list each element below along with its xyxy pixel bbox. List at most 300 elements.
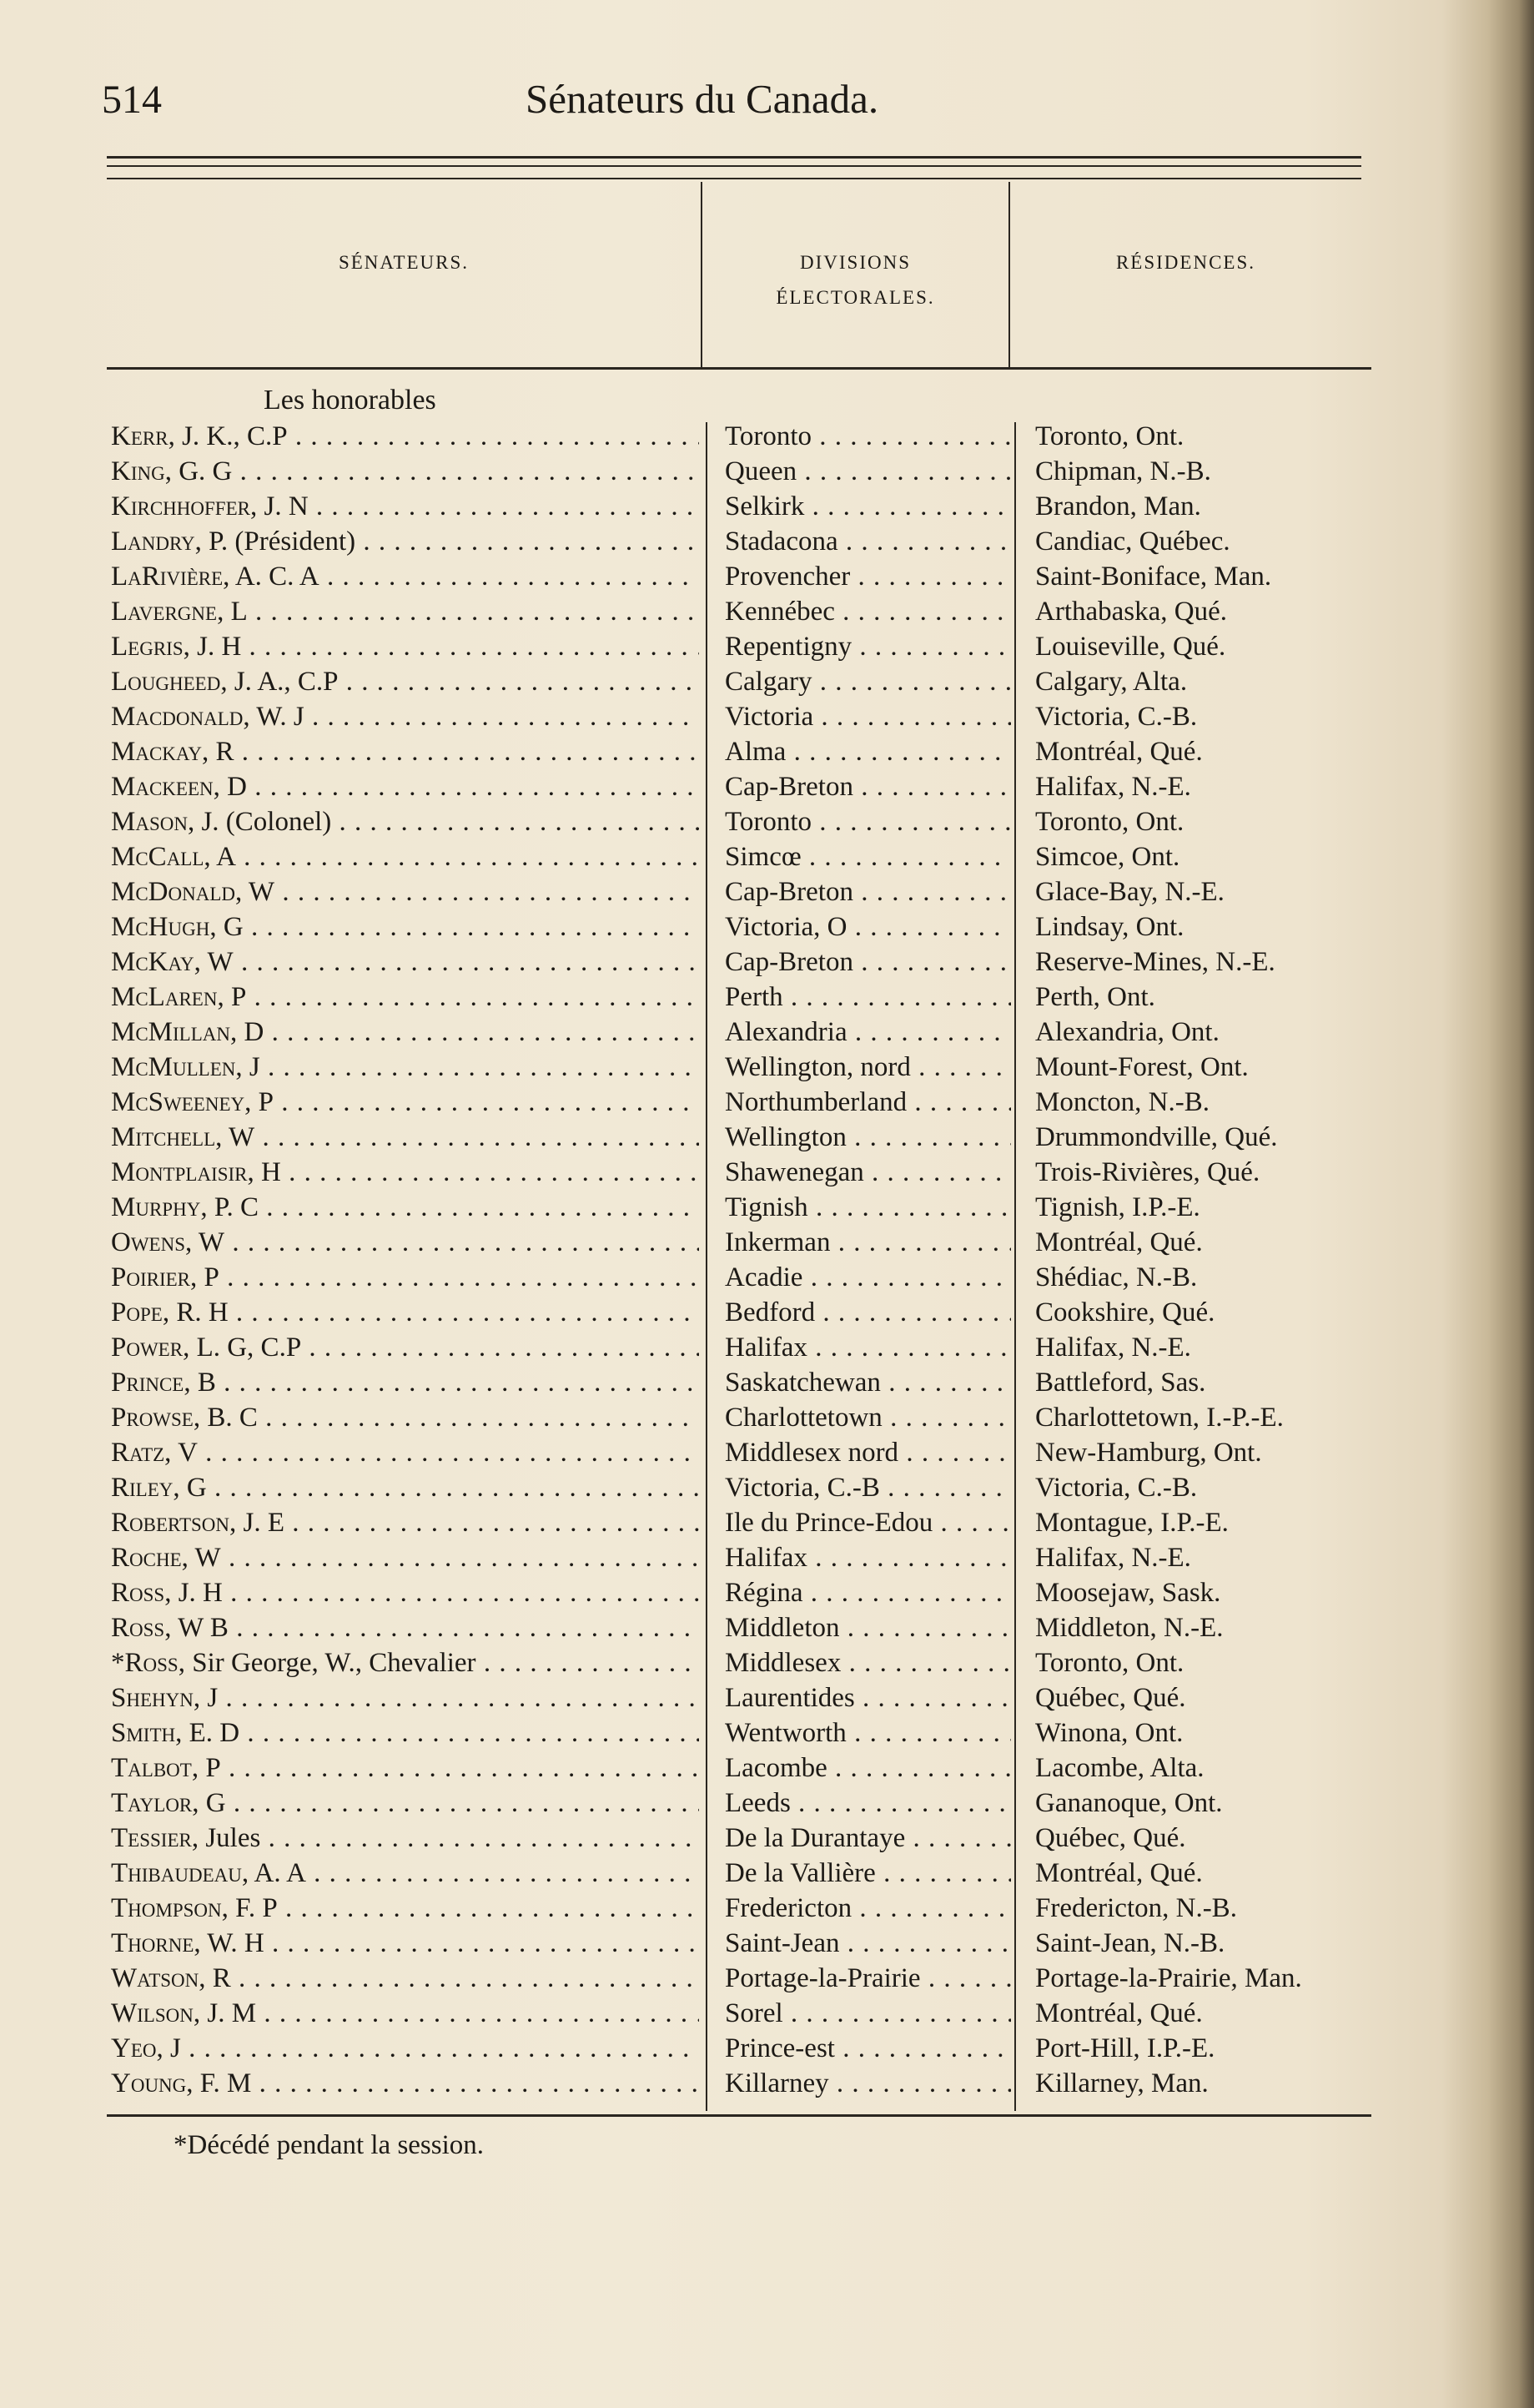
residence: Toronto, Ont. <box>1035 1648 1184 1678</box>
senator-initials: , D <box>213 772 247 802</box>
senator-surname: LaRivière <box>111 562 224 592</box>
column-header-senators: SÉNATEURS. <box>338 252 470 273</box>
senator-name <box>111 1330 699 1365</box>
table-row <box>0 874 1534 909</box>
senator-name <box>111 1400 699 1435</box>
residence: Moosejaw, Sask. <box>1035 1578 1221 1608</box>
residence: Tignish, I.P.-E. <box>1035 1192 1200 1222</box>
residence: Shédiac, N.-B. <box>1035 1262 1198 1292</box>
residence: Lacombe, Alta. <box>1035 1753 1205 1783</box>
table-row <box>0 1786 1534 1821</box>
senator-surname: McKay <box>111 947 194 977</box>
senator-surname: Ross <box>111 1613 165 1643</box>
table-row <box>0 1645 1534 1680</box>
senator-name <box>111 1996 699 2031</box>
senator-surname: McHugh <box>111 912 210 942</box>
residence: Candiac, Québec. <box>1035 526 1230 557</box>
senator-surname: Murphy <box>111 1192 201 1222</box>
division-text: Calgary <box>725 667 812 697</box>
senator-surname: Tessier <box>111 1823 192 1853</box>
residence: Victoria, C.-B. <box>1035 702 1198 732</box>
electoral-division <box>725 1190 1011 1225</box>
residence: Québec, Qué. <box>1035 1823 1186 1853</box>
residence: Portage-la-Prairie, Man. <box>1035 1963 1302 1993</box>
table-row <box>0 629 1534 664</box>
senator-name <box>111 1505 699 1540</box>
senator-initials: , V <box>164 1438 198 1468</box>
senator-initials: , J. (Colonel) <box>187 807 332 837</box>
electoral-division <box>725 1225 1011 1260</box>
residence: Moncton, N.-B. <box>1035 1087 1210 1117</box>
senator-surname: Smith <box>111 1718 176 1748</box>
senator-name <box>111 1295 699 1330</box>
table-row <box>0 1821 1534 1856</box>
senator-name <box>111 1575 699 1610</box>
division-text: Bedford <box>725 1297 816 1327</box>
residence: Gananoque, Ont. <box>1035 1788 1223 1818</box>
senator-name <box>111 1645 699 1680</box>
division-text: Wellington, nord <box>725 1052 911 1082</box>
column-header-divisions-1: DIVISIONS <box>800 252 911 273</box>
senator-surname: Prowse <box>111 1403 194 1433</box>
division-text: Sorel <box>725 1998 783 2028</box>
residence: Toronto, Ont. <box>1035 421 1184 451</box>
residence: Trois-Rivières, Qué. <box>1035 1157 1260 1187</box>
senator-surname: Young <box>111 2068 187 2098</box>
division-text: Perth <box>725 982 783 1012</box>
senator-name <box>111 1085 699 1120</box>
electoral-division <box>725 1751 1011 1786</box>
division-text: Middlesex <box>725 1648 842 1678</box>
table-row <box>0 1015 1534 1050</box>
electoral-division <box>725 1295 1011 1330</box>
senator-initials: , J. E <box>229 1508 285 1538</box>
senator-initials: , J <box>156 2033 181 2063</box>
electoral-division <box>725 1821 1011 1856</box>
senator-name <box>111 1365 699 1400</box>
table-row <box>0 1961 1534 1996</box>
electoral-division <box>725 769 1011 804</box>
table-row <box>0 1926 1534 1961</box>
residence: Saint-Boniface, Man. <box>1035 562 1272 592</box>
table-row <box>0 1715 1534 1751</box>
senator-name <box>111 804 699 839</box>
senator-initials: , R <box>199 1963 231 1993</box>
senator-surname: McDonald <box>111 877 236 907</box>
division-text: Simcœ <box>725 842 802 872</box>
senator-initials: , W <box>215 1122 255 1152</box>
senator-initials: , Jules <box>191 1823 261 1853</box>
table-row <box>0 1365 1534 1400</box>
footnote: *Décédé pendant la session. <box>174 2130 485 2160</box>
senator-initials: , R. H <box>162 1297 229 1327</box>
table-row <box>0 1295 1534 1330</box>
senator-name <box>111 489 699 524</box>
senator-name <box>111 1610 699 1645</box>
senator-surname: Ratz <box>111 1438 165 1468</box>
senator-surname: Wilson <box>111 1998 194 2028</box>
electoral-division <box>725 1260 1011 1295</box>
division-text: Selkirk <box>725 491 805 521</box>
division-text: Halifax <box>725 1332 807 1363</box>
senator-initials: , F. P <box>221 1893 278 1923</box>
senator-name <box>111 559 699 594</box>
senator-surname: Macdonald <box>111 702 244 732</box>
division-text: Cap-Breton <box>725 772 853 802</box>
division-text: Tignish <box>725 1192 808 1222</box>
senator-initials: , E. D <box>175 1718 240 1748</box>
table-row <box>0 699 1534 734</box>
header-rule-lower <box>107 178 1361 179</box>
electoral-division <box>725 2031 1011 2066</box>
table-row <box>0 1400 1534 1435</box>
electoral-division <box>725 1155 1011 1190</box>
senator-surname: Roche <box>111 1543 182 1573</box>
electoral-division <box>725 734 1011 769</box>
senator-name <box>111 1715 699 1751</box>
electoral-division <box>725 1996 1011 2031</box>
senator-name <box>111 945 699 980</box>
division-text: Shawenegan <box>725 1157 864 1187</box>
intro-text: Les honorables <box>264 385 436 416</box>
residence: Mount-Forest, Ont. <box>1035 1052 1249 1082</box>
senator-name <box>111 1155 699 1190</box>
table-row <box>0 489 1534 524</box>
senator-initials: , W. H <box>194 1928 264 1958</box>
senator-initials: , G <box>173 1473 207 1503</box>
division-text: Victoria <box>725 702 814 732</box>
senator-surname: Legris <box>111 632 184 662</box>
table-row <box>0 1891 1534 1926</box>
page-title: Sénateurs du Canada. <box>526 76 879 122</box>
electoral-division <box>725 1856 1011 1891</box>
senator-name <box>111 839 699 874</box>
division-text: Queen <box>725 456 797 486</box>
table-row <box>0 559 1534 594</box>
residence: Charlottetown, I.-P.-E. <box>1035 1403 1284 1433</box>
residence: Montague, I.P.-E. <box>1035 1508 1229 1538</box>
senator-initials: , J. N <box>249 491 309 521</box>
electoral-division <box>725 1365 1011 1400</box>
electoral-division <box>725 1470 1011 1505</box>
table-row <box>0 454 1534 489</box>
residence: Lindsay, Ont. <box>1035 912 1184 942</box>
division-text: Wellington <box>725 1122 847 1152</box>
column-header-residences: RÉSIDENCES. <box>1115 252 1256 273</box>
division-text: Middleton <box>725 1613 840 1643</box>
table-row <box>0 1085 1534 1120</box>
electoral-division <box>725 454 1011 489</box>
senator-surname: Mackay <box>111 737 203 767</box>
senator-initials: , R <box>202 737 234 767</box>
electoral-division <box>725 1786 1011 1821</box>
senator-name <box>111 594 699 629</box>
residence: Reserve-Mines, N.-E. <box>1035 947 1275 977</box>
senator-initials: , G <box>209 912 244 942</box>
division-text: Saint-Jean <box>725 1928 840 1958</box>
table-row <box>0 2031 1534 2066</box>
table-bottom-rule <box>107 2114 1371 2117</box>
senator-name <box>111 734 699 769</box>
division-text: Inkerman <box>725 1227 831 1257</box>
division-text: Ile du Prince-Edou <box>725 1508 933 1538</box>
residence: Battleford, Sas. <box>1035 1368 1206 1398</box>
table-row <box>0 664 1534 699</box>
table-row <box>0 1856 1534 1891</box>
division-text: Charlottetown <box>725 1403 883 1433</box>
header-rule-bottom <box>107 165 1361 167</box>
senator-initials: , J. H <box>183 632 242 662</box>
senator-surname: Poirier <box>111 1262 191 1292</box>
table-row <box>0 1996 1534 2031</box>
residence: Calgary, Alta. <box>1035 667 1188 697</box>
division-text: Cap-Breton <box>725 877 853 907</box>
electoral-division <box>725 1435 1011 1470</box>
electoral-division <box>725 1610 1011 1645</box>
senator-name <box>111 629 699 664</box>
division-text: Laurentides <box>725 1683 855 1713</box>
senator-name <box>111 1225 699 1260</box>
senator-initials: , W <box>235 877 275 907</box>
senator-initials: , Sir George, W., Chevalier <box>178 1648 476 1678</box>
senator-initials: , L <box>217 597 248 627</box>
division-text: Cap-Breton <box>725 947 853 977</box>
senator-surname: Pope <box>111 1297 163 1327</box>
electoral-division <box>725 1120 1011 1155</box>
electoral-division <box>725 980 1011 1015</box>
senators-table <box>0 419 1534 2101</box>
table-row <box>0 980 1534 1015</box>
senator-initials: , J. K., C.P <box>168 421 288 451</box>
senator-name <box>111 909 699 945</box>
division-text: Wentworth <box>725 1718 847 1748</box>
electoral-division <box>725 1715 1011 1751</box>
senator-initials: , B. C <box>193 1403 258 1433</box>
senator-initials: , J. A., C.P <box>220 667 339 697</box>
electoral-division <box>725 1575 1011 1610</box>
table-row <box>0 839 1534 874</box>
division-text: Leeds <box>725 1788 791 1818</box>
residence: New-Hamburg, Ont. <box>1035 1438 1262 1468</box>
division-text: Killarney <box>725 2068 829 2098</box>
table-row <box>0 1751 1534 1786</box>
senator-name <box>111 1435 699 1470</box>
senator-initials: , P <box>217 982 247 1012</box>
residence: Brandon, Man. <box>1035 491 1201 521</box>
senator-name <box>111 1050 699 1085</box>
senator-initials: , P. (Président) <box>194 526 356 557</box>
table-row <box>0 1470 1534 1505</box>
table-row <box>0 2066 1534 2101</box>
electoral-division <box>725 945 1011 980</box>
table-row <box>0 1155 1534 1190</box>
division-text: De la Durantaye <box>725 1823 906 1853</box>
residence: Killarney, Man. <box>1035 2068 1209 2098</box>
senator-surname: Yeo <box>111 2033 157 2063</box>
senator-initials: , L. G, C.P <box>183 1332 302 1363</box>
division-text: Kennébec <box>725 597 835 627</box>
senator-surname: Talbot <box>111 1753 192 1783</box>
senator-surname: Landry <box>111 526 195 557</box>
senator-surname: Ross <box>111 1578 165 1608</box>
residence: Montréal, Qué. <box>1035 1858 1203 1888</box>
senator-surname: Robertson <box>111 1508 230 1538</box>
electoral-division <box>725 1680 1011 1715</box>
table-row <box>0 804 1534 839</box>
senator-initials: , A. C. A <box>223 562 319 592</box>
table-row <box>0 1680 1534 1715</box>
electoral-division <box>725 1330 1011 1365</box>
senator-initials: , D <box>230 1017 264 1047</box>
senator-name <box>111 1891 699 1926</box>
division-text: Middlesex nord <box>725 1438 899 1468</box>
electoral-division <box>725 1645 1011 1680</box>
electoral-division <box>725 804 1011 839</box>
division-text: Victoria, O <box>725 912 847 942</box>
senator-initials: , W <box>194 947 234 977</box>
senator-surname: Watson <box>111 1963 199 1993</box>
senator-surname: Thompson <box>111 1893 222 1923</box>
division-text: Victoria, C.-B <box>725 1473 880 1503</box>
residence: Victoria, C.-B. <box>1035 1473 1198 1503</box>
residence: Glace-Bay, N.-E. <box>1035 877 1225 907</box>
senator-surname: Montplaisir <box>111 1157 248 1187</box>
electoral-division <box>725 839 1011 874</box>
division-text: Lacombe <box>725 1753 827 1783</box>
senator-initials: , J <box>193 1683 219 1713</box>
senator-initials: , G. G <box>164 456 233 486</box>
division-text: Toronto <box>725 807 812 837</box>
electoral-division <box>725 1540 1011 1575</box>
senator-initials: , F. M <box>186 2068 252 2098</box>
senator-initials: , B <box>184 1368 216 1398</box>
senator-name <box>111 874 699 909</box>
senator-initials: , W. J <box>243 702 304 732</box>
electoral-division <box>725 524 1011 559</box>
senator-initials: , A. A <box>241 1858 306 1888</box>
senator-name <box>111 1680 699 1715</box>
table-row <box>0 734 1534 769</box>
senator-surname: King <box>111 456 165 486</box>
table-row <box>0 1050 1534 1085</box>
electoral-division <box>725 489 1011 524</box>
table-row <box>0 1540 1534 1575</box>
senator-initials: , G <box>192 1788 226 1818</box>
residence: Middleton, N.-E. <box>1035 1613 1224 1643</box>
electoral-division <box>725 909 1011 945</box>
division-text: Alexandria <box>725 1017 847 1047</box>
senator-surname: Thorne <box>111 1928 194 1958</box>
division-text: De la Vallière <box>725 1858 876 1888</box>
senator-surname: Mason <box>111 807 188 837</box>
senator-name <box>111 524 699 559</box>
division-text: Toronto <box>725 421 812 451</box>
table-row <box>0 769 1534 804</box>
senator-name <box>111 2031 699 2066</box>
senator-initials: , P <box>190 1262 219 1292</box>
residence: Port-Hill, I.P.-E. <box>1035 2033 1215 2063</box>
residence: Arthabaska, Qué. <box>1035 597 1228 627</box>
table-row <box>0 1330 1534 1365</box>
senator-initials: , W <box>181 1543 221 1573</box>
division-text: Fredericton <box>725 1893 853 1923</box>
division-text: Portage-la-Prairie <box>725 1963 921 1993</box>
senator-name <box>111 1821 699 1856</box>
residence: Simcoe, Ont. <box>1035 842 1180 872</box>
table-row <box>0 1435 1534 1470</box>
senator-name <box>111 1961 699 1996</box>
residence: Perth, Ont. <box>1035 982 1155 1012</box>
column-header-divisions-2: ÉLECTORALES. <box>776 287 935 308</box>
senator-name <box>111 2066 699 2101</box>
senator-surname: Riley <box>111 1473 174 1503</box>
division-text: Saskatchewan <box>725 1368 881 1398</box>
senator-initials: , W <box>185 1227 225 1257</box>
table-row <box>0 909 1534 945</box>
table-row <box>0 1260 1534 1295</box>
table-row <box>0 419 1534 454</box>
electoral-division <box>725 2066 1011 2101</box>
electoral-division <box>725 559 1011 594</box>
residence: Toronto, Ont. <box>1035 807 1184 837</box>
electoral-division <box>725 594 1011 629</box>
senator-surname: Shehyn <box>111 1683 194 1713</box>
senator-surname: McMullen <box>111 1052 236 1082</box>
residence: Drummondville, Qué. <box>1035 1122 1278 1152</box>
senator-name <box>111 1751 699 1786</box>
electoral-division <box>725 1050 1011 1085</box>
table-row <box>0 1120 1534 1155</box>
heading-rule <box>107 367 1371 370</box>
senator-surname: McLaren <box>111 982 218 1012</box>
senator-name <box>111 1786 699 1821</box>
senator-initials: , P. C <box>200 1192 259 1222</box>
senator-initials: , W B <box>164 1613 229 1643</box>
residence: Winona, Ont. <box>1035 1718 1184 1748</box>
senator-name <box>111 664 699 699</box>
senator-surname: Prince <box>111 1368 184 1398</box>
senator-surname: Kirchhoffer <box>111 491 250 521</box>
table-row <box>0 1225 1534 1260</box>
table-row <box>0 524 1534 559</box>
senator-name <box>111 419 699 454</box>
residence: Halifax, N.-E. <box>1035 1332 1191 1363</box>
header-rule-top <box>107 156 1361 159</box>
division-text: Alma <box>725 737 787 767</box>
division-text: Stadacona <box>725 526 838 557</box>
senator-initials: , J. H <box>164 1578 223 1608</box>
electoral-division <box>725 1015 1011 1050</box>
division-text: Repentigny <box>725 632 853 662</box>
senator-name <box>111 1470 699 1505</box>
senator-name <box>111 980 699 1015</box>
senator-initials: , H <box>247 1157 281 1187</box>
division-text: Provencher <box>725 562 851 592</box>
senator-name <box>111 699 699 734</box>
electoral-division <box>725 1085 1011 1120</box>
senator-surname: Power <box>111 1332 184 1363</box>
division-text: Northumberland <box>725 1087 908 1117</box>
senator-surname: McCall <box>111 842 204 872</box>
residence: Cookshire, Qué. <box>1035 1297 1215 1327</box>
senator-surname: Lavergne <box>111 597 218 627</box>
electoral-division <box>725 1961 1011 1996</box>
residence: Montréal, Qué. <box>1035 1227 1203 1257</box>
senator-surname: McMillan <box>111 1017 231 1047</box>
senator-surname: Kerr <box>111 421 168 451</box>
division-text: Prince-est <box>725 2033 835 2063</box>
senator-initials: , P <box>191 1753 221 1783</box>
